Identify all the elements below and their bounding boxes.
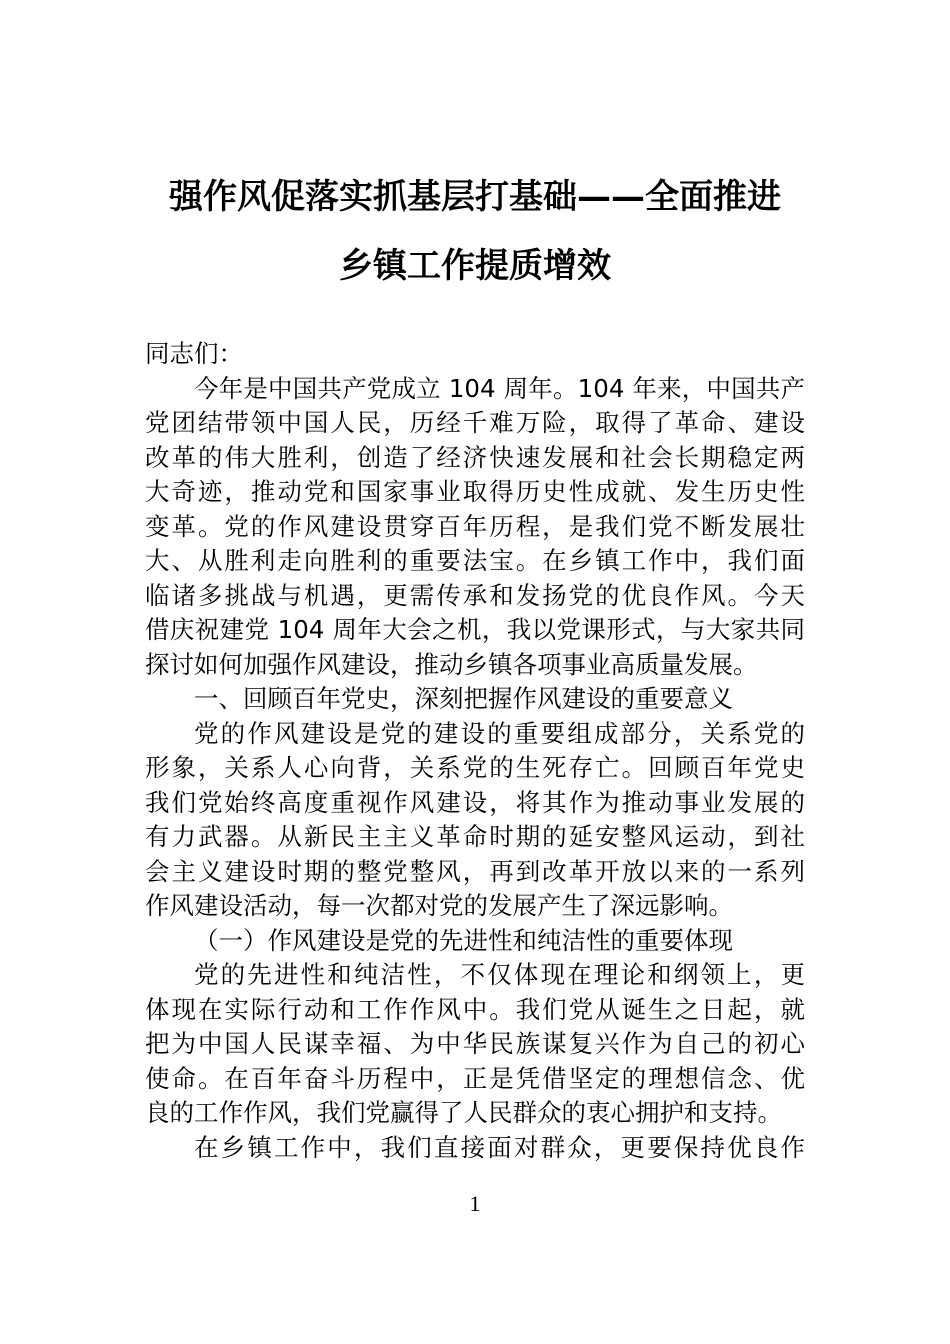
body-line: 作风建设活动，每一次都对党的发展产生了深远影响。 [145,891,733,920]
body-line: 使命。在百年奋斗历程中，正是凭借坚定的理想信念、优 [145,1063,805,1093]
subsection-heading: （一）作风建设是党的先进性和纯洁性的重要体现 [194,925,733,955]
body-line: 大、从胜利走向胜利的重要法宝。在乡镇工作中，我们面 [145,546,805,575]
body-line: 把为中国人民谋幸福、为中华民族谋复兴作为自己的初心 [145,1029,805,1058]
section-heading: 一、回顾百年党史，深刻把握作风建设的重要意义 [194,684,733,713]
document-title-line-1: 强作风促落实抓基层打基础——全面推进 [169,177,781,217]
body-line: 临诸多挑战与机遇，更需传承和发扬党的优良作风。今天 [145,580,805,610]
body-line: 探讨如何加强作风建设，推动乡镇各项事业高质量发展。 [145,649,758,679]
salutation: 同志们： [145,339,243,368]
body-line: 良的工作作风，我们党赢得了人民群众的衷心拥护和支持。 [145,1098,782,1127]
document-body [145,337,805,1165]
body-line: 借庆祝建党 104 周年大会之机，我以党课形式，与大家共同 [145,615,805,644]
body-line: 大奇迹，推动党和国家事业取得历史性成就、发生历史性 [145,477,805,506]
document-title-line-2: 乡镇工作提质增效 [339,246,611,286]
body-line: 今年是中国共产党成立 104 周年。104 年来，中国共产 [194,373,805,403]
body-line: 我们党始终高度重视作风建设，将其作为推动事业发展的 [145,787,805,817]
body-line: 在乡镇工作中，我们直接面对群众，更要保持优良作 [194,1132,805,1162]
body-line: 党的先进性和纯洁性，不仅体现在理论和纲领上，更 [194,960,805,989]
body-line: 改革的伟大胜利，创造了经济快速发展和社会长期稳定两 [145,442,805,472]
body-line: 形象，关系人心向背，关系党的生死存亡。回顾百年党史 [145,753,805,782]
body-line: 会主义建设时期的整党整风，再到改革开放以来的一系列 [145,856,805,886]
body-line: 有力武器。从新民主主义革命时期的延安整风运动，到社 [145,822,805,851]
page-number: 1 [469,1191,481,1216]
body-line: 变革。党的作风建设贯穿百年历程，是我们党不断发展壮 [145,511,805,541]
body-line: 党的作风建设是党的建设的重要组成部分，关系党的 [194,718,805,748]
body-line: 党团结带领中国人民，历经千难万险，取得了革命、建设 [145,408,805,437]
body-line: 体现在实际行动和工作作风中。我们党从诞生之日起，就 [145,994,805,1024]
